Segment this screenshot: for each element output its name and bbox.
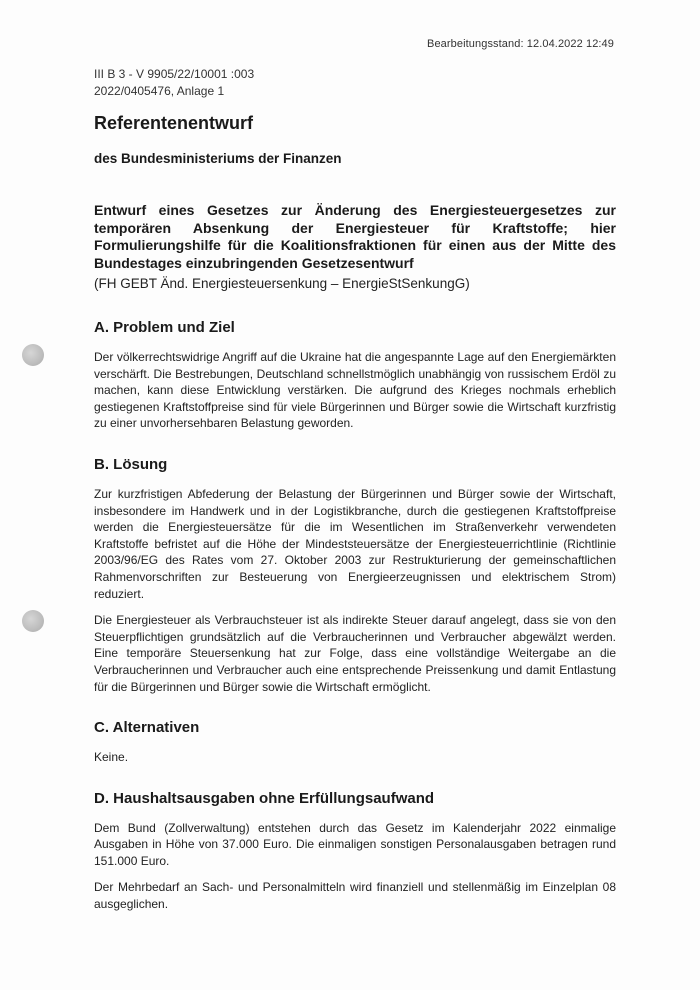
paragraph: Keine. bbox=[94, 750, 129, 765]
law-title: Entwurf eines Gesetzes zur Änderung des Energiesteuergesetzes zur temporären Absenkung der Energiesteuer für Kraftstoffe; hier Formulierungshilfe für die Koalitionsfraktionen für einen aus der Mitte des Bundestages einzubringenden Gesetzesentwurf bbox=[94, 202, 616, 271]
section-problem bbox=[94, 319, 616, 432]
section-heading: B. Lösung bbox=[94, 455, 168, 473]
section-solution bbox=[94, 456, 616, 695]
punch-hole-bottom bbox=[22, 610, 44, 632]
paragraph: Zur kurzfristigen Abfederung der Belastung der Bürgerinnen und Bürger sowie der Wirtschaft, insbesondere im Handwerk und in der Logistikbranche, durch die gestiegenen Kraftstoffpreise werden die Energiesteuersätze für die im Wesentlichen im Straßenverkehr verwendeten Kraftstoffe befristet auf die Höhe der Mindeststeuersätze der Energiesteuerrichtlinie (Richtlinie 2003/96/EG des Rates vom 27. Oktober 2003 zur Restrukturierung der gemeinschaftlichen Rahmenvorschriften zur Besteuerung von Energieerzeugnissen und elektrischem Strom) reduziert. bbox=[94, 486, 616, 601]
paragraph: Der Mehrbedarf an Sach- und Personalmitteln wird finanziell und stellenmäßig im Einzelplan 08 ausgeglichen. bbox=[94, 880, 616, 912]
document-body bbox=[94, 66, 616, 913]
law-short-title: (FH GEBT Änd. Energiesteuersenkung – EnergieStSenkungG) bbox=[94, 276, 470, 291]
punch-hole-top bbox=[22, 344, 44, 366]
section-heading: C. Alternativen bbox=[94, 719, 200, 737]
paragraph: Der völkerrechtswidrige Angriff auf die Ukraine hat die angespannte Lage auf den Energiemärkten verschärft. Die Bestrebungen, Deutschland schnellstmöglich unabhängig von russischem Erdöl zu machen, kann diese Entwicklung verstärken. Die aufgrund des Krieges nochmals erheblich gestiegenen Kraftstoffpreise sind für viele Bürgerinnen und Bürger sowie die Wirtschaft kurzfristig zu einer unvorhersehbaren Belastung geworden. bbox=[94, 350, 616, 431]
paragraph: Die Energiesteuer als Verbrauchsteuer ist als indirekte Steuer darauf angelegt, dass sie von den Steuerpflichtigen grundsätzlich auf die Verbraucherinnen und Verbraucher abgewälzt werden. Eine temporäre Steuersenkung hat zur Folge, dass eine vollständige Weitergabe an die Verbraucherinnen und Verbraucher auch eine entsprechende Preissenkung und damit Entlastung für die Bürgerinnen und Bürger sowie die Wirtschaft ermöglicht. bbox=[94, 613, 616, 694]
paragraph: Dem Bund (Zollverwaltung) entstehen durch das Gesetz im Kalenderjahr 2022 einmalige Ausgaben in Höhe von 37.000 Euro. Die einmaligen sonstigen Personalausgaben betragen rund 151.000 Euro. bbox=[94, 820, 616, 868]
reference-number: III B 3 - V 9905/22/10001 :003 bbox=[94, 67, 255, 81]
document-subtitle: des Bundesministeriums der Finanzen bbox=[94, 151, 342, 166]
section-heading: D. Haushaltsausgaben ohne Erfüllungsaufwand bbox=[94, 789, 435, 807]
document-title: Referentenentwurf bbox=[94, 113, 254, 133]
reference-annex: 2022/0405476, Anlage 1 bbox=[94, 84, 225, 98]
section-alternatives bbox=[94, 719, 616, 766]
section-budget bbox=[94, 790, 616, 913]
section-heading: A. Problem und Ziel bbox=[94, 319, 235, 336]
edit-status: Bearbeitungsstand: 12.04.2022 12:49 bbox=[427, 38, 614, 50]
